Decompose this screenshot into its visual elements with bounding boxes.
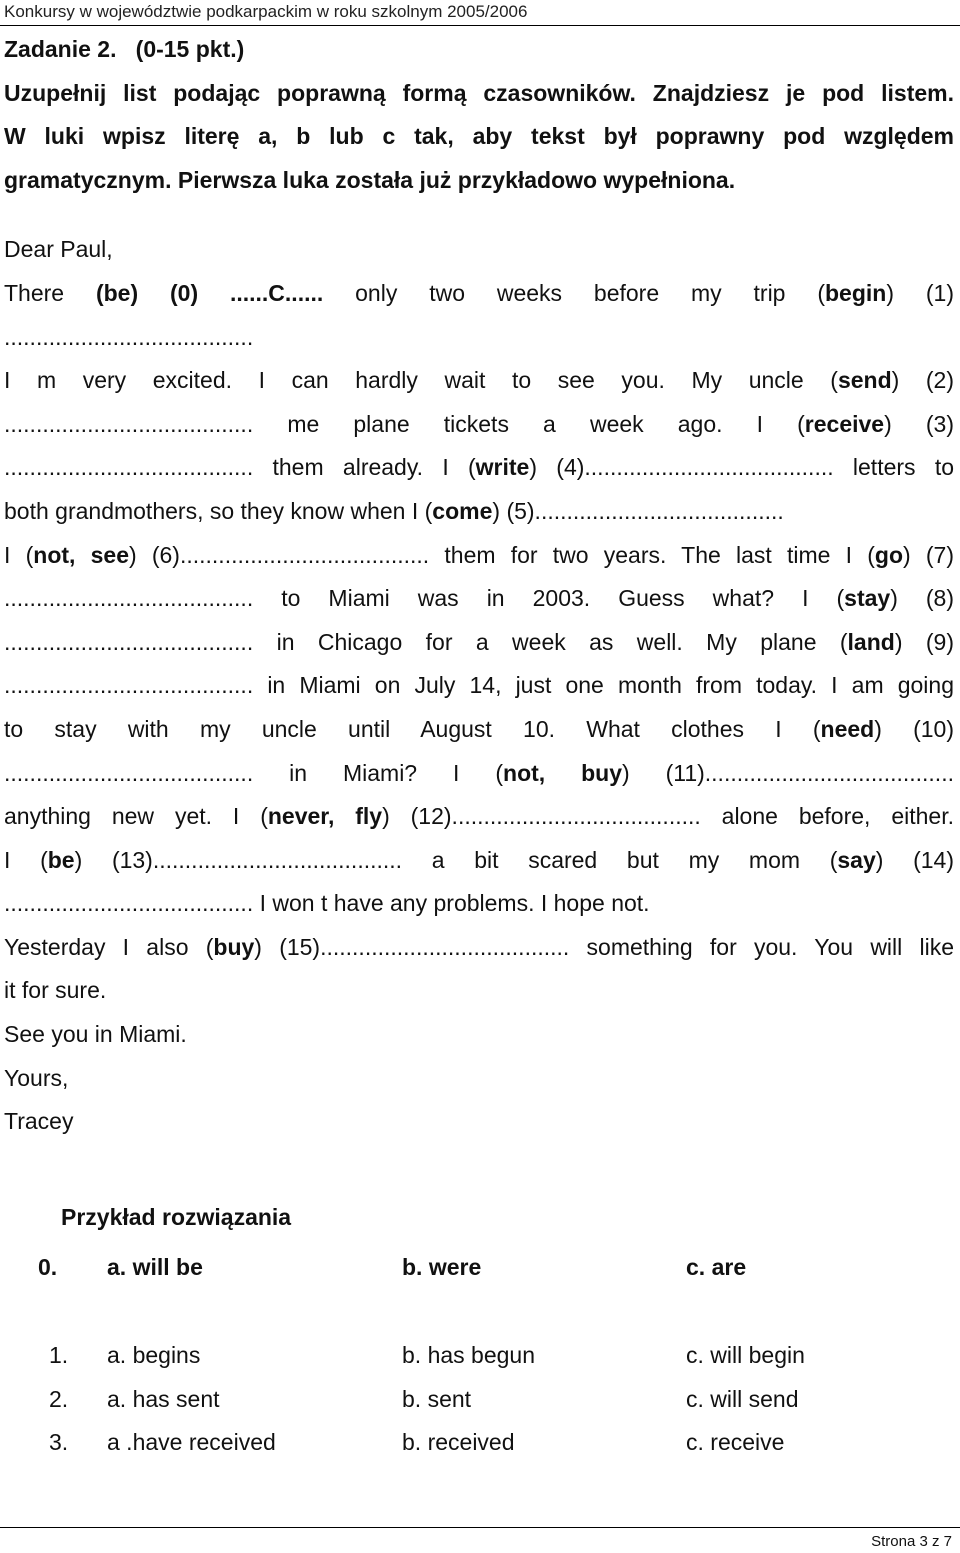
letter-line xyxy=(4,316,954,360)
example-title: Przykład rozwiązania xyxy=(61,1204,292,1230)
verb-hint: write xyxy=(475,454,530,481)
footer-divider xyxy=(0,1527,960,1528)
verb-hint: (be) xyxy=(95,279,139,306)
option-row-3 xyxy=(0,1429,960,1469)
header-divider xyxy=(0,25,960,26)
verb-hint: stay xyxy=(844,585,891,612)
letter-closing-1: See you in Miami. xyxy=(4,1021,187,1048)
option-a: a .have received xyxy=(107,1429,276,1455)
letter-text-segment: ....................................... in Miami on July 14, just one month from today. I am going xyxy=(4,672,954,699)
letter-text-segment: to stay with my uncle until August 10. What clothes I ( xyxy=(4,715,821,742)
letter-line xyxy=(4,446,954,490)
letter-text-segment: ....................................... I won t have any problems. I hope not. xyxy=(4,890,650,917)
instruction-line-3: gramatycznym. Pierwsza luka została już przykładowo wypełniona. xyxy=(4,166,736,193)
verb-hint: not, see xyxy=(33,541,129,568)
option-b: b. has begun xyxy=(402,1342,536,1368)
letter-closing-2: Yours, xyxy=(4,1064,69,1091)
letter-text-segment: it for sure. xyxy=(4,977,107,1004)
task-title: Zadanie 2. (0-15 pkt.) xyxy=(4,36,245,62)
letter-line xyxy=(4,926,954,970)
verb-hint: say xyxy=(837,846,876,873)
letter-line xyxy=(4,577,954,621)
letter-line xyxy=(4,969,954,1013)
letter-text-segment: ) (13)....................................... a bit scared but my mom ( xyxy=(74,846,838,873)
letter-text-segment: I ( xyxy=(4,541,34,568)
letter-text-segment: ) (6)....................................... them for two years. The last time I ( xyxy=(129,541,875,568)
option-number: 3. xyxy=(49,1429,69,1455)
letter-text-segment: I m very excited. I can hardly wait to see you. My uncle ( xyxy=(4,367,838,394)
letter-text-segment: ....................................... in Chicago for a week as well. My plane ( xyxy=(4,628,848,655)
example-option-b: b. were xyxy=(402,1254,482,1280)
example-option-c: c. are xyxy=(686,1254,747,1280)
letter-text-segment: ) (5)....................................... xyxy=(492,497,784,524)
instruction-line-2: W luki wpisz literę a, b lub c tak, aby tekst był poprawny pod względem xyxy=(4,123,954,150)
example-option-a: a. will be xyxy=(107,1254,203,1280)
option-row-2 xyxy=(0,1386,960,1426)
letter-line xyxy=(4,490,954,534)
letter-text-segment: ) (2) xyxy=(891,367,954,394)
letter-line xyxy=(4,621,954,665)
letter-text-segment: Yesterday I also ( xyxy=(4,933,214,960)
verb-hint: come xyxy=(432,497,493,524)
letter-signature: Tracey xyxy=(4,1108,74,1135)
letter-text-segment: ) (8) xyxy=(890,585,954,612)
option-a: a. has sent xyxy=(107,1386,220,1412)
letter-text-segment: anything new yet. I ( xyxy=(4,803,268,830)
verb-hint: not, buy xyxy=(503,759,622,786)
verb-hint: buy xyxy=(213,933,255,960)
letter-text-segment: ....................................... xyxy=(4,323,254,350)
letter-line xyxy=(4,272,954,316)
letter-text-segment: ) (7) xyxy=(903,541,954,568)
example-number: 0. xyxy=(38,1254,58,1280)
letter-text-segment: ) (3) xyxy=(884,410,954,437)
option-c: c. will send xyxy=(686,1386,799,1412)
page-number: Strona 3 z 7 xyxy=(871,1533,952,1550)
letter-text-segment: ) (10) xyxy=(874,715,955,742)
letter-line xyxy=(4,534,954,578)
verb-hint: land xyxy=(847,628,895,655)
letter-text-segment: both grandmothers, so they know when I ( xyxy=(4,497,433,524)
option-a: a. begins xyxy=(107,1342,201,1368)
verb-hint: send xyxy=(837,367,892,394)
letter-text-segment: ....................................... in Miami? I ( xyxy=(4,759,504,786)
spacer xyxy=(4,202,954,228)
letter-line xyxy=(4,795,954,839)
letter-text-segment: ) (15)....................................... something for you. You will like xyxy=(254,933,954,960)
letter-text-segment: ....................................... them already. I ( xyxy=(4,454,476,481)
verb-hint: go xyxy=(874,541,904,568)
verb-hint: begin xyxy=(825,279,887,306)
verb-hint: receive xyxy=(804,410,885,437)
instruction-line-1: Uzupełnij list podając poprawną formą czasowników. Znajdziesz je pod listem. xyxy=(4,79,954,106)
letter-text xyxy=(4,272,954,1013)
letter-text-segment: ) (1) xyxy=(886,279,954,306)
option-b: b. received xyxy=(402,1429,515,1455)
letter-text-segment: ) (14) xyxy=(875,846,954,873)
option-b: b. sent xyxy=(402,1386,472,1412)
letter-line xyxy=(4,752,954,796)
letter-line xyxy=(4,839,954,883)
option-c: c. receive xyxy=(686,1429,785,1455)
letter-text-segment: ....................................... me plane tickets a week ago. I ( xyxy=(4,410,805,437)
letter-text-segment: There xyxy=(4,279,96,306)
letter-text-segment: only two weeks before my trip ( xyxy=(323,279,825,306)
letter-text-segment: ....................................... to Miami was in 2003. Guess what? I ( xyxy=(4,585,845,612)
option-row-1 xyxy=(0,1342,960,1382)
letter-text-segment: ) (12)....................................... alone before, either. xyxy=(382,803,954,830)
letter-line xyxy=(4,359,954,403)
verb-hint: (0) xyxy=(138,279,230,306)
header-title: Konkursy w województwie podkarpackim w roku szkolnym 2005/2006 xyxy=(4,2,528,21)
document-body xyxy=(4,28,954,1144)
letter-line xyxy=(4,708,954,752)
option-c: c. will begin xyxy=(686,1342,805,1368)
verb-hint: be xyxy=(47,846,75,873)
letter-text-segment: ) (11)....................................... xyxy=(621,759,954,786)
example-row xyxy=(0,1254,960,1294)
letter-text-segment: I ( xyxy=(4,846,48,873)
letter-text-segment: ) (4)....................................... letters to xyxy=(529,454,954,481)
verb-hint: need xyxy=(820,715,875,742)
letter-line xyxy=(4,664,954,708)
option-number: 1. xyxy=(49,1342,69,1368)
letter-greeting: Dear Paul, xyxy=(4,236,113,263)
option-number: 2. xyxy=(49,1386,69,1412)
letter-line xyxy=(4,403,954,447)
verb-hint: ......C...... xyxy=(229,279,324,306)
verb-hint: never, fly xyxy=(267,803,383,830)
letter-text-segment: ) (9) xyxy=(894,628,954,655)
letter-line xyxy=(4,882,954,926)
